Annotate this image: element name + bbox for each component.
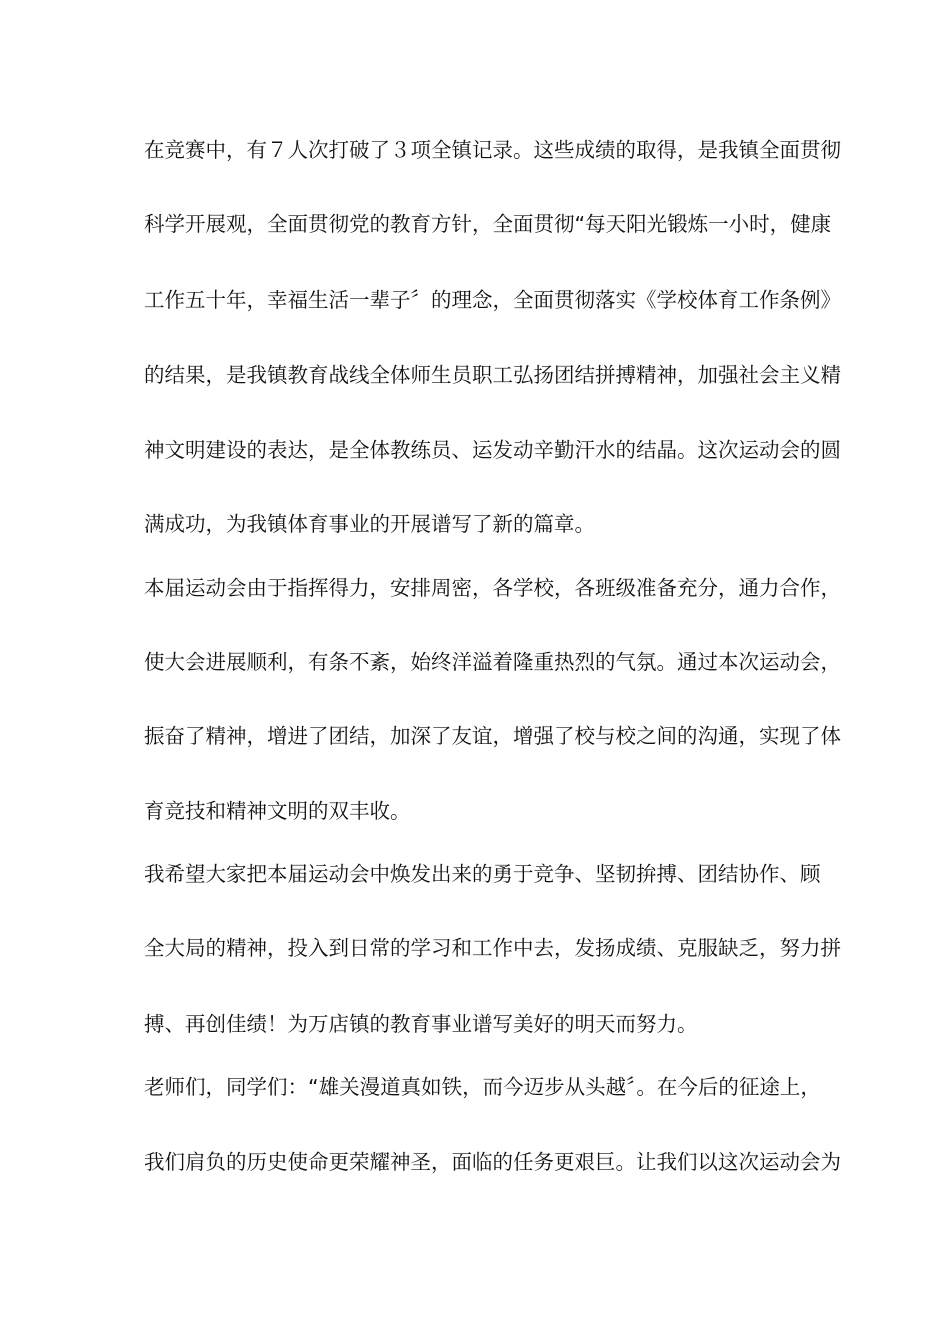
text-line-7: 本届运动会由于指挥得力，安排周密，各学校，各班级准备充分，通力合作， bbox=[144, 576, 841, 600]
text-line-12: 全大局的精神，投入到日常的学习和工作中去，发扬成绩、克服缺乏，努力拼 bbox=[144, 936, 841, 960]
text-line-13: 搏、再创佳绩！为万店镇的教育事业谱写美好的明天而努力。 bbox=[144, 1012, 698, 1036]
text-line-10: 育竞技和精神文明的双丰收。 bbox=[144, 799, 411, 823]
text-line-14: 老师们，同学们：“雄关漫道真如铁，而今迈步从头越〞。在今后的征途上， bbox=[144, 1075, 821, 1099]
text-line-1: 在竞赛中，有７人次打破了３项全镇记录。这些成绩的取得，是我镇全面贯彻 bbox=[144, 138, 841, 162]
text-line-8: 使大会进展顺利，有条不紊，始终洋溢着隆重热烈的气氛。通过本次运动会， bbox=[144, 650, 841, 674]
text-line-11: 我希望大家把本届运动会中焕发出来的勇于竞争、坚韧拚搏、团结协作、顾 bbox=[144, 862, 821, 886]
text-line-2: 科学开展观，全面贯彻党的教育方针，全面贯彻“每天阳光锻炼一小时，健康 bbox=[144, 212, 832, 236]
text-line-4: 的结果，是我镇教育战线全体师生员职工弘扬团结拼搏精神，加强社会主义精 bbox=[144, 363, 841, 387]
text-line-9: 振奋了精神，增进了团结，加深了友谊，增强了校与校之间的沟通，实现了体 bbox=[144, 724, 841, 748]
text-line-6: 满成功，为我镇体育事业的开展谱写了新的篇章。 bbox=[144, 512, 595, 536]
text-line-5: 神文明建设的表达，是全体教练员、运发动辛勤汗水的结晶。这次运动会的圆 bbox=[144, 438, 841, 462]
text-line-15: 我们肩负的历史使命更荣耀神圣，面临的任务更艰巨。让我们以这次运动会为 bbox=[144, 1150, 841, 1174]
text-line-3: 工作五十年，幸福生活一辈子〞的理念，全面贯彻落实《学校体育工作条例》 bbox=[144, 288, 841, 312]
